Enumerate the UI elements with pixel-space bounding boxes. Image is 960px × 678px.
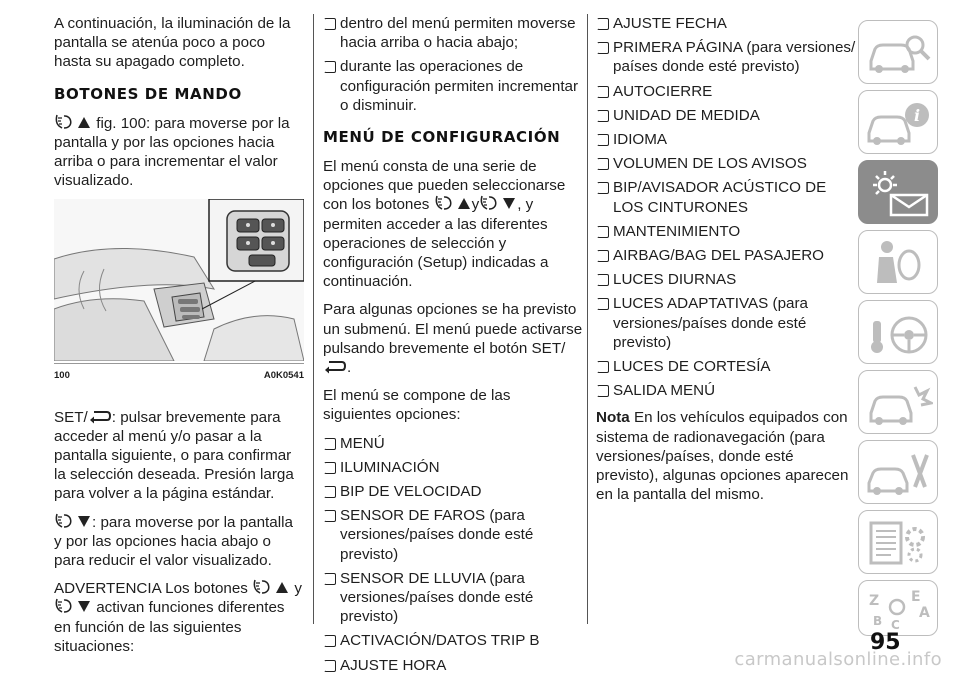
- brightness-up-icon: [252, 579, 290, 595]
- tab-instrument-panel[interactable]: [858, 160, 938, 224]
- menu-intro-paragraph: [323, 157, 583, 291]
- options-intro-paragraph: El menú se compone de las siguientes opciones:: [323, 387, 511, 424]
- p1-start: El menú consta de una serie de opciones que pueden seleccionarse con los botones: [323, 158, 566, 214]
- tab-maintenance[interactable]: [858, 440, 938, 504]
- figure-code: A0K0541: [263, 370, 304, 382]
- set-description: : pulsar brevemente para acceder al menú y/o pasar a la pantalla siguiente, o para confirmar la selección deseada. Presión larga para volver a la página estándar.: [54, 408, 294, 503]
- list-item: LUCES ADAPTATIVAS (para versiones/países donde esté previsto): [596, 294, 856, 352]
- list-item: SENSOR DE FAROS (para versiones/países donde esté previsto): [323, 506, 583, 564]
- back-arrow-icon: [88, 410, 112, 424]
- brightness-down-icon: [54, 513, 92, 529]
- brightness-up-icon: [434, 195, 472, 211]
- list-item: AUTOCIERRE: [596, 82, 856, 101]
- list-item: durante las operaciones de configuración permiten incrementar o disminuir.: [323, 57, 583, 115]
- page-number: 95: [870, 630, 901, 655]
- svg-text:C: C: [891, 618, 900, 631]
- figure-caption: [54, 363, 304, 385]
- up-button-text: fig. 100: para moverse por la pantalla y por las opciones hacia arriba o para incrementar el valor visualizado.: [54, 114, 290, 190]
- column-2: [323, 14, 583, 678]
- submenu-paragraph: [323, 300, 583, 377]
- list-item: MENÚ: [323, 434, 583, 453]
- list-item: MANTENIMIENTO: [596, 222, 856, 241]
- tab-starting-driving[interactable]: [858, 300, 938, 364]
- tab-emergency[interactable]: [858, 370, 938, 434]
- list-item: AJUSTE FECHA: [596, 14, 856, 33]
- p1-and: y: [471, 196, 480, 214]
- list-item: IDIOMA: [596, 130, 856, 149]
- brightness-down-icon: [479, 195, 517, 211]
- watermark: carmanualsonline.info: [734, 649, 942, 670]
- tab-safety[interactable]: [858, 230, 938, 294]
- menu-options-list-2: [596, 14, 856, 400]
- column-divider: [587, 14, 588, 624]
- warning-end: activan funciones diferentes en función de las siguientes situaciones:: [54, 599, 285, 655]
- back-arrow-icon: [323, 360, 347, 374]
- note-text: En los vehículos equipados con sistema de radionavegación (para versiones/países, donde esté previsto), algunas opciones aparecen en la pantalla del mismo.: [596, 409, 849, 504]
- car-search-icon: [865, 27, 933, 79]
- figure-100: [54, 199, 304, 361]
- list-item: UNIDAD DE MEDIDA: [596, 106, 856, 125]
- tab-technical-data[interactable]: [858, 510, 938, 574]
- column-divider: [313, 14, 314, 624]
- tab-car-knowledge[interactable]: [858, 20, 938, 84]
- list-item: VOLUMEN DE LOS AVISOS: [596, 154, 856, 173]
- svg-text:B: B: [873, 614, 883, 628]
- list-item: ACTIVACIÓN/DATOS TRIP B: [323, 631, 583, 650]
- warning-start: ADVERTENCIA Los botones: [54, 580, 248, 598]
- down-button-paragraph: [54, 513, 304, 571]
- section-heading-botones: BOTONES DE MANDO: [54, 84, 242, 103]
- up-button-paragraph: [54, 114, 304, 191]
- p2-end: .: [347, 359, 352, 377]
- menu-options-list-1: [323, 434, 583, 675]
- list-item: AIRBAG/BAG DEL PASAJERO: [596, 246, 856, 265]
- svg-text:A: A: [919, 605, 930, 621]
- list-item: LUCES DE CORTESÍA: [596, 357, 856, 376]
- list-item: BIP/AVISADOR ACÚSTICO DE LOS CINTURONES: [596, 178, 856, 216]
- navigation-bullets: [323, 14, 583, 115]
- light-envelope-icon: [865, 167, 933, 219]
- note-paragraph: [596, 408, 856, 504]
- brightness-down-icon: [54, 598, 92, 614]
- svg-text:Z: Z: [869, 593, 880, 609]
- list-item: PRIMERA PÁGINA (para versiones/ países donde esté previsto): [596, 38, 856, 76]
- svg-text:i: i: [914, 106, 921, 125]
- chapter-tabs-sidebar: [858, 0, 960, 631]
- tab-index[interactable]: [858, 580, 938, 636]
- alphabet-index-icon: [865, 587, 933, 631]
- note-label: Nota: [596, 409, 630, 427]
- list-item: BIP DE VELOCIDAD: [323, 482, 583, 501]
- list-item: LUCES DIURNAS: [596, 270, 856, 289]
- document-gear-icon: [865, 517, 933, 569]
- list-item: SENSOR DE LLUVIA (para versiones/países donde esté previsto): [323, 569, 583, 627]
- svg-text:E: E: [911, 589, 921, 605]
- key-steering-wheel-icon: [865, 307, 933, 359]
- list-item: SALIDA MENÚ: [596, 381, 856, 400]
- p2-text: Para algunas opciones se ha previsto un submenú. El menú puede activarse pulsando brevemente el botón SET/: [323, 301, 583, 357]
- intro-paragraph: A continuación, la iluminación de la pantalla se atenúa poco a poco hasta su apagado completo.: [54, 15, 291, 71]
- wrench-car-icon: [865, 447, 933, 499]
- figure-number: 100: [54, 370, 70, 382]
- set-button-paragraph: [54, 408, 304, 504]
- set-label: SET/: [54, 408, 88, 426]
- p1-end: , y permiten acceder a las diferentes operaciones de selección y configuración (Setup) indicadas a continuación.: [323, 196, 549, 291]
- warning-and: y: [294, 580, 302, 598]
- column-3: [596, 14, 856, 513]
- tab-warning-lights[interactable]: [858, 90, 938, 154]
- brightness-up-icon: [54, 114, 92, 130]
- list-item: AJUSTE HORA: [323, 656, 583, 675]
- list-item: ILUMINACIÓN: [323, 458, 583, 477]
- list-item: dentro del menú permiten moverse hacia arriba o hacia abajo;: [323, 14, 583, 52]
- car-info-icon: [865, 97, 933, 149]
- down-button-text: : para moverse por la pantalla y por las opciones hacia abajo o para reducir el valor visualizado.: [54, 513, 293, 570]
- section-heading-menu: MENÚ DE CONFIGURACIÓN: [323, 128, 561, 147]
- warning-paragraph: [54, 579, 304, 656]
- car-crash-icon: [865, 377, 933, 429]
- airbag-person-icon: [865, 237, 933, 289]
- steering-column-illustration: [54, 199, 304, 361]
- column-1: [54, 14, 304, 665]
